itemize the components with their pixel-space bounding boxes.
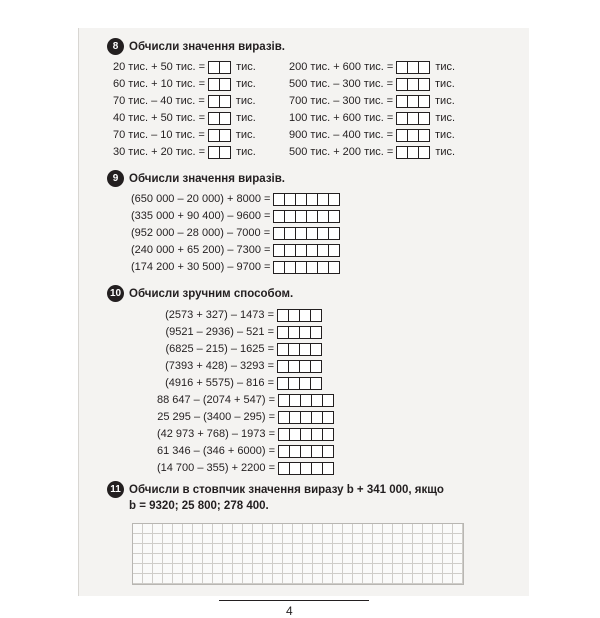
exercise-title: Обчисли значення виразів. [129,172,285,185]
answer-cell[interactable] [310,343,322,356]
expression: (2573 + 327) – 1473 = [165,309,274,321]
expression: (240 000 + 65 200) – 7300 = [131,244,271,256]
unit-label: тис. [435,112,456,124]
answer-cell[interactable] [328,244,340,257]
expression: (6825 – 215) – 1625 = [165,343,274,355]
unit-label: тис. [236,146,256,158]
ex8-right-row [289,110,455,126]
answer-cells[interactable] [396,112,430,125]
expression: 200 тис. + 600 тис. = [289,61,394,73]
answer-cell[interactable] [418,112,430,125]
expression: 40 тис. + 50 тис. = [113,112,206,124]
answer-cell[interactable] [328,193,340,206]
answer-cells[interactable] [278,445,334,458]
expression: (9521 – 2936) – 521 = [165,326,274,338]
ex10-row [165,358,322,374]
answer-cells[interactable] [277,309,322,322]
exercise-10-header [107,285,293,302]
expression: 25 295 – (3400 – 295) = [157,411,275,423]
answer-cells[interactable] [208,78,231,91]
answer-cell[interactable] [310,326,322,339]
answer-cell[interactable] [219,129,231,142]
expression: 88 647 – (2074 + 547) = [156,394,275,406]
answer-cell[interactable] [418,78,430,91]
answer-cells[interactable] [396,78,430,91]
ex10-row [165,307,322,323]
answer-cells[interactable] [273,261,340,274]
expression: (14 700 – 355) + 2200 = [156,462,275,474]
unit-label: тис. [236,112,256,124]
answer-cells[interactable] [396,146,430,159]
answer-cells[interactable] [396,129,430,142]
ex10-row [165,375,322,391]
answer-cells[interactable] [273,244,340,257]
ex10-row [165,341,322,357]
exercise-number-badge: 10 [107,285,124,302]
ex10-row [165,324,322,340]
answer-cell[interactable] [418,95,430,108]
expression: 700 тис. – 300 тис. = [289,95,394,107]
answer-cells[interactable] [277,343,322,356]
answer-cells[interactable] [277,360,322,373]
expression: 60 тис. + 10 тис. = [113,78,206,90]
answer-grid[interactable] [132,523,464,585]
expression: (7393 + 428) – 3293 = [165,360,274,372]
answer-cell[interactable] [418,61,430,74]
answer-cell[interactable] [328,227,340,240]
footer-rule [219,600,369,601]
expression: 500 тис. + 200 тис. = [289,146,394,158]
answer-cell[interactable] [322,445,334,458]
ex8-right-row [289,59,455,75]
ex8-left-row [113,76,256,92]
page-number: 4 [286,604,293,618]
expression: 61 346 – (346 + 6000) = [156,445,275,457]
expression: (650 000 – 20 000) + 8000 = [131,193,271,205]
exercise-number-badge: 11 [107,481,124,498]
expression: 30 тис. + 20 тис. = [113,146,206,158]
expression: 70 тис. – 10 тис. = [113,129,205,141]
answer-cells[interactable] [396,61,430,74]
ex8-right-row [289,127,455,143]
answer-cells[interactable] [208,112,231,125]
ex8-right-row [289,93,455,109]
answer-cell[interactable] [418,129,430,142]
answer-cells[interactable] [208,129,231,142]
answer-cells[interactable] [277,326,322,339]
answer-cells[interactable] [273,193,340,206]
unit-label: тис. [235,95,256,107]
answer-cell[interactable] [219,146,231,159]
answer-cells[interactable] [277,377,322,390]
unit-label: тис. [435,146,456,158]
answer-cells[interactable] [208,95,231,108]
answer-cell[interactable] [310,360,322,373]
ex9-row [131,259,340,275]
expression: 900 тис. – 400 тис. = [289,129,394,141]
answer-cell[interactable] [219,78,231,91]
answer-cells[interactable] [278,411,334,424]
answer-cell[interactable] [219,61,231,74]
ex8-left-row [113,59,256,75]
ex9-row [131,242,340,258]
ex8-left-row [113,144,256,160]
ex8-right-row [289,76,455,92]
answer-cells[interactable] [278,394,334,407]
answer-cells[interactable] [208,61,231,74]
ex8-left-row [113,93,256,109]
answer-cells[interactable] [278,462,334,475]
ex10-row [157,409,334,425]
unit-label: тис. [435,78,455,90]
unit-label: тис. [435,61,456,73]
answer-cell[interactable] [310,309,322,322]
answer-cell[interactable] [322,462,334,475]
unit-label: тис. [435,95,455,107]
unit-label: тис. [235,129,256,141]
expression: (42 973 + 768) – 1973 = [156,428,275,440]
exercise-number-badge: 9 [107,170,124,187]
ex8-left-row [113,127,256,143]
expression: 100 тис. + 600 тис. = [289,112,394,124]
exercise-title: Обчисли значення виразів. [129,40,285,53]
exercise-11-values: b = 9320; 25 800; 278 400. [129,500,269,512]
answer-cells[interactable] [273,210,340,223]
expression: (174 200 + 30 500) – 9700 = [131,261,271,273]
answer-cells[interactable] [396,95,430,108]
ex10-row [157,426,334,442]
answer-cell[interactable] [322,428,334,441]
expression: 70 тис. – 40 тис. = [113,95,205,107]
answer-cell[interactable] [219,112,231,125]
ex8-right-row [289,144,455,160]
exercise-title: Обчисли в стовпчик значення виразу b + 341 000, якщо [129,483,444,496]
exercise-9-header [107,170,285,187]
expression: (335 000 + 90 400) – 9600 = [131,210,271,222]
answer-cells[interactable] [273,227,340,240]
expression: 20 тис. + 50 тис. = [113,61,206,73]
answer-cells[interactable] [208,146,231,159]
unit-label: тис. [236,61,256,73]
expression: 500 тис. – 300 тис. = [289,78,394,90]
answer-cell[interactable] [328,261,340,274]
answer-cell[interactable] [219,95,231,108]
answer-cell[interactable] [328,210,340,223]
exercise-title: Обчисли зручним способом. [129,287,294,300]
unit-label: тис. [236,78,256,90]
workbook-page [78,28,529,618]
ex10-row [157,460,334,476]
exercise-8-header [107,38,285,55]
exercise-11-header [107,481,444,498]
unit-label: тис. [435,129,455,141]
ex9-row [131,225,340,241]
ex9-row [131,208,340,224]
ex8-left-row [113,110,256,126]
ex10-row [157,392,334,408]
exercise-number-badge: 8 [107,38,124,55]
expression: (4916 + 5575) – 816 = [165,377,274,389]
answer-cell[interactable] [418,146,430,159]
answer-cell[interactable] [310,377,322,390]
ex9-row [131,191,340,207]
answer-cell[interactable] [322,411,334,424]
ex10-row [157,443,334,459]
answer-cells[interactable] [278,428,334,441]
answer-cell[interactable] [322,394,334,407]
expression: (952 000 – 28 000) – 7000 = [131,227,271,239]
